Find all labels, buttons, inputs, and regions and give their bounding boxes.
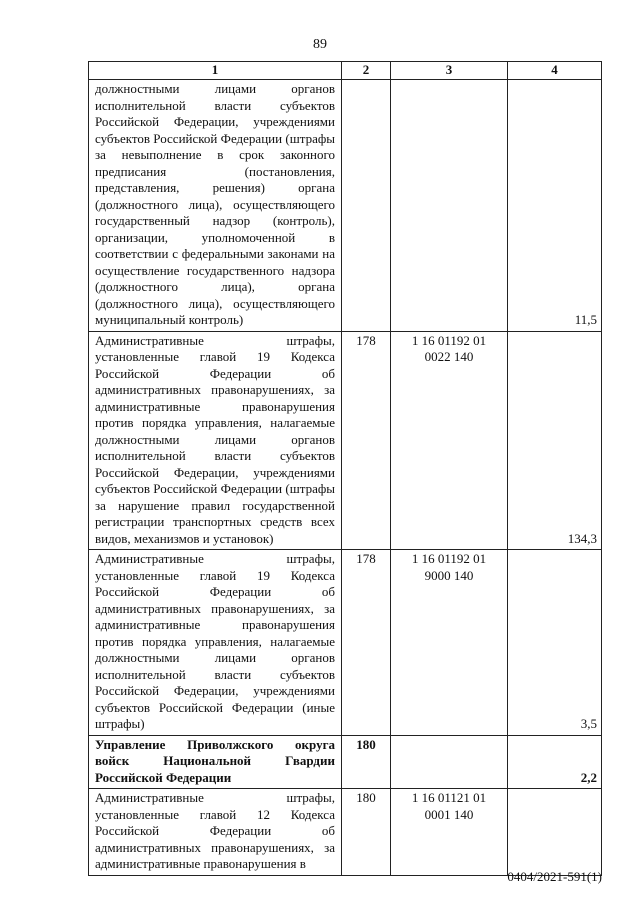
row-amount-cell [508,789,602,876]
row-amount-cell [508,331,602,550]
row-amount: 3,5 [580,716,597,731]
table-row [89,80,602,332]
row-description: Административные штрафы, установленные главой 19 Кодекса Российской Федерации об административных правонарушениях, за административные правонарушения против порядка управления, налагаемые должностными лицами органов исполнительной власти субъектов Российской Федерации, учреждениями субъектов Российской Федерации (штрафы за нарушение правил государственной регистрации транспортных средств всех видов, механизмов и установок) [89,331,342,550]
revenue-code-line-2: 0001 140 [424,806,474,822]
header-col-4: 4 [508,62,602,80]
row-amount-cell [508,80,602,332]
row-description: должностными лицами органов исполнительной власти субъектов Российской Федерации, учреждениями субъектов Российской Федерации (штрафы за невыполнение в срок законного предписания (постановления, представления, решения) органа (должностного лица), осуществляющего государственный надзор (контроль), организации, уполномоченной в соответствии с федеральными законами на осуществление государственного надзора (должностного лица), органа (должностного лица), осуществляющего муниципальный контроль) [89,80,342,332]
row-revenue-code [391,550,508,736]
row-amount: 11,5 [574,312,597,327]
table-header-row [89,62,602,80]
header-col-3: 3 [391,62,508,80]
budget-table [88,61,602,876]
row-revenue-code [391,80,508,332]
row-admin-code [342,80,391,332]
row-description: Административные штрафы, установленные главой 19 Кодекса Российской Федерации об административных правонарушениях, за административные правонарушения против порядка управления, налагаемые должностными лицами органов исполнительной власти субъектов Российской Федерации, учреждениями субъектов Российской Федерации (иные штрафы) [89,550,342,736]
row-description: Административные штрафы, установленные главой 12 Кодекса Российской Федерации об административных правонарушениях, за административные правонарушения в [89,789,342,876]
row-revenue-code [391,735,508,789]
section-admin-code: 180 [342,735,391,789]
header-col-2: 2 [342,62,391,80]
row-admin-code: 180 [342,789,391,876]
header-col-1: 1 [89,62,342,80]
section-amount: 2,2 [580,769,597,785]
row-amount-cell [508,735,602,789]
row-revenue-code [391,331,508,550]
table-row-section [89,735,602,789]
revenue-code-line-1: 1 16 01192 01 [411,551,487,566]
table-row [89,550,602,736]
row-amount: 134,3 [567,530,597,546]
section-description: Управление Приволжского округа войск Национальной Гвардии Российской Федерации [89,735,342,789]
row-admin-code: 178 [342,550,391,736]
document-id: 0404/2021-591(1) [507,869,602,884]
revenue-code-line-1: 1 16 01192 01 [411,332,487,348]
table-row [89,789,602,876]
revenue-code-line-2: 0022 140 [424,349,474,364]
page-number: 89 [313,37,327,52]
row-revenue-code [391,789,508,876]
revenue-code-line-1: 1 16 01121 01 [411,790,487,805]
row-admin-code: 178 [342,331,391,550]
row-amount-cell [508,550,602,736]
table-row [89,331,602,550]
revenue-code-line-2: 9000 140 [424,567,474,583]
